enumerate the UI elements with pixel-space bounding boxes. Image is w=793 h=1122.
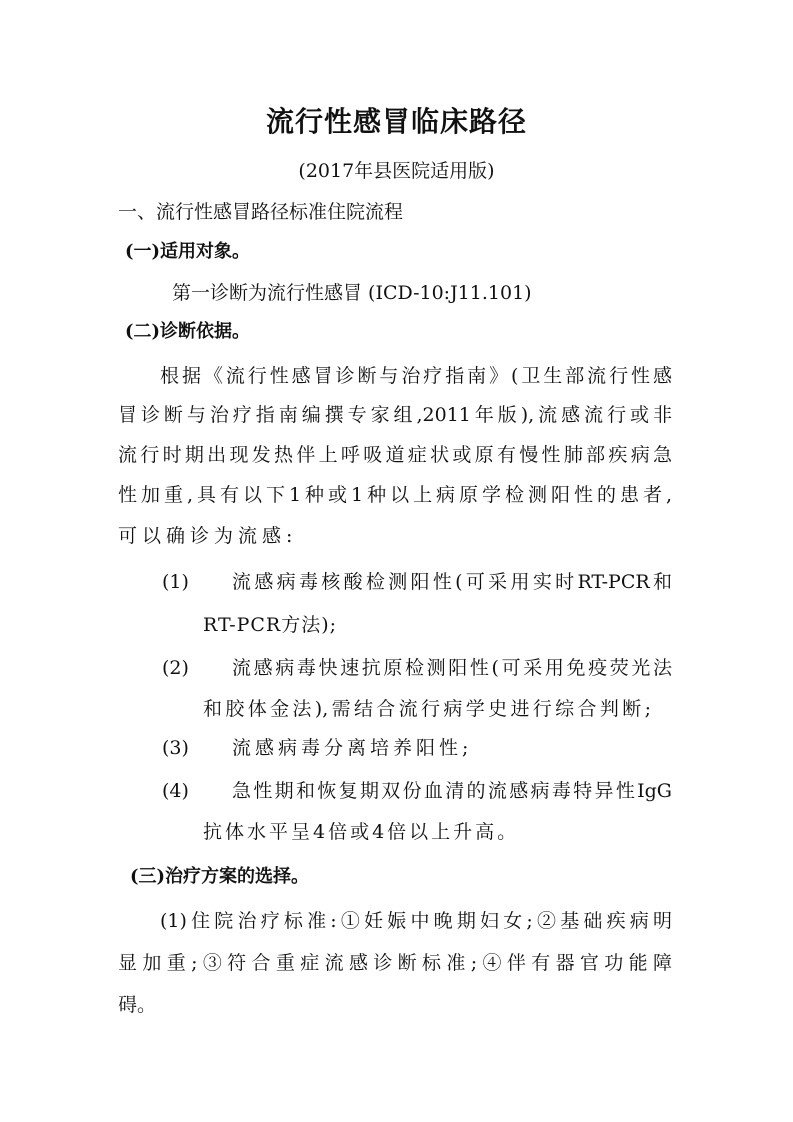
document-title: 流行性感冒临床路径: [265, 105, 527, 138]
list-number: (1): [162, 571, 189, 593]
subsection-heading: (一)适用对象。: [125, 241, 251, 262]
subsection-heading: (三)治疗方案的选择。: [130, 866, 310, 887]
list-number: (2): [162, 657, 189, 679]
section-heading: 一、流行性感冒路径标准住院流程: [118, 201, 404, 223]
list-item-text: 流感病毒快速抗原检测阳性(可采用免疫荧光法: [232, 657, 672, 679]
list-number: (4): [162, 780, 189, 802]
list-item-text: 流感病毒核酸检测阳性(可采用实时RT-PCR和: [232, 571, 672, 593]
paragraph-line: (1)住院治疗标准:①妊娠中晚期妇女;②基础疾病明: [160, 910, 672, 932]
paragraph-line: 碍。: [118, 994, 157, 1016]
paragraph-line: 冒诊断与治疗指南编撰专家组,2011年版),流感流行或非: [118, 404, 672, 426]
paragraph-line: 根据《流行性感冒诊断与治疗指南》(卫生部流行性感: [160, 365, 672, 387]
paragraph-line: 性加重,具有以下1种或1种以上病原学检测阳性的患者,: [118, 484, 672, 506]
list-number: (3): [162, 737, 189, 759]
list-item-text: RT-PCR方法);: [203, 614, 338, 636]
document-subtitle: (2017年县医院适用版): [298, 160, 495, 182]
paragraph-line: 显加重;③符合重症流感诊断标准;④伴有器官功能障: [118, 952, 672, 974]
list-item-text: 流感病毒分离培养阳性;: [232, 737, 473, 759]
paragraph-line: 第一诊断为流行性感冒 (ICD-10:J11.101): [172, 282, 532, 304]
list-item-text: 急性期和恢复期双份血清的流感病毒特异性IgG: [232, 780, 672, 802]
subsection-heading: (二)诊断依据。: [125, 321, 251, 342]
paragraph-line: 流行时期出现发热伴上呼吸道症状或原有慢性肺部疾病急: [118, 444, 672, 466]
list-item-text: 和胶体金法),需结合流行病学史进行综合判断;: [203, 698, 651, 720]
paragraph-line: 可以确诊为流感:: [118, 525, 298, 547]
list-item-text: 抗体水平呈4倍或4倍以上升高。: [203, 821, 520, 843]
